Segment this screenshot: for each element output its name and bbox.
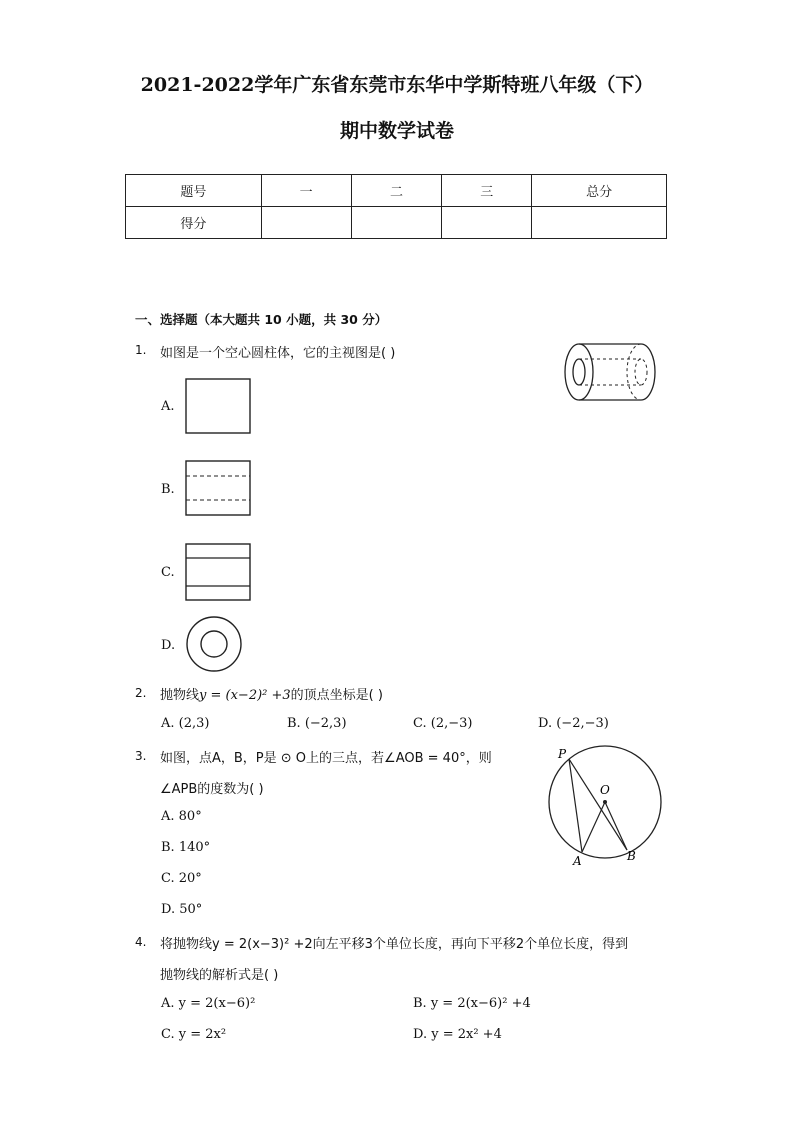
question-number: 1. [135, 343, 147, 357]
stem-formula: y = (x−2)² +3 [199, 688, 291, 703]
score-table-score-row [126, 207, 667, 239]
hollow-cylinder-figure [560, 340, 670, 406]
question-stem: 如图是一个空心圆柱体，它的主视图是( ) [160, 346, 396, 361]
score-cell: 二 [351, 175, 442, 207]
score-table [125, 174, 667, 239]
option-d[interactable]: D. y = 2x² +4 [413, 1027, 502, 1042]
square-view-figure [184, 377, 254, 437]
option-c[interactable]: C. y = 2x² [161, 1027, 227, 1042]
page-title-line1: 2021-2022学年广东省东莞市东华中学斯特班八年级（下） [140, 74, 654, 96]
section-title: 一、选择题（本大题共 10 小题，共 30 分） [135, 312, 388, 327]
option-b[interactable]: B. (−2,3) [287, 716, 347, 731]
score-cell [261, 207, 351, 239]
ring-view-figure [184, 614, 244, 674]
score-table-header-row [126, 175, 667, 207]
square-solid-lines-view-figure [184, 542, 254, 602]
page-title-line2: 期中数学试卷 [339, 120, 454, 142]
option-d[interactable]: D. (−2,−3) [538, 716, 609, 731]
point-b-label: B [627, 849, 636, 863]
option-b[interactable]: B. 140° [161, 840, 211, 855]
score-cell: 题号 [126, 175, 262, 207]
option-c[interactable]: C. (2,−3) [413, 716, 473, 731]
stem-text: 的顶点坐标是( ) [290, 688, 383, 703]
option-label[interactable]: A. [161, 399, 175, 414]
question-stem-line2: 抛物线的解析式是( ) [160, 968, 279, 983]
question-stem-line2: ∠APB的度数为( ) [160, 782, 264, 797]
option-label[interactable]: C. [161, 565, 175, 580]
question-stem-line1: 如图，点A，B，P是 ⊙ O上的三点，若∠AOB = 40°，则 [160, 751, 492, 766]
question-stem [160, 684, 383, 703]
option-a[interactable]: A. y = 2(x−6)² [161, 996, 256, 1011]
question-number: 4. [135, 935, 147, 949]
score-cell: 总分 [532, 175, 667, 207]
stem-text: 抛物线 [160, 688, 200, 703]
square-dashed-view-figure [184, 459, 254, 519]
score-cell [532, 207, 667, 239]
circle-angle-figure [540, 742, 670, 872]
point-p-label: P [558, 747, 567, 761]
score-cell: 一 [261, 175, 351, 207]
point-o-label: O [600, 783, 610, 797]
question-number: 2. [135, 686, 147, 700]
option-b[interactable]: B. y = 2(x−6)² +4 [413, 996, 531, 1011]
question-stem-line1: 将抛物线y = 2(x−3)² +2向左平移3个单位长度，再向下平移2个单位长度，得到 [160, 937, 629, 952]
score-cell: 得分 [126, 207, 262, 239]
option-a[interactable]: A. (2,3) [161, 716, 210, 731]
score-cell [351, 207, 442, 239]
score-cell [442, 207, 532, 239]
option-d[interactable]: D. 50° [161, 902, 203, 917]
option-label[interactable]: D. [161, 638, 176, 653]
question-number: 3. [135, 749, 147, 763]
option-a[interactable]: A. 80° [161, 809, 202, 824]
point-a-label: A [573, 854, 582, 868]
option-c[interactable]: C. 20° [161, 871, 202, 886]
score-cell: 三 [442, 175, 532, 207]
option-label[interactable]: B. [161, 482, 175, 497]
